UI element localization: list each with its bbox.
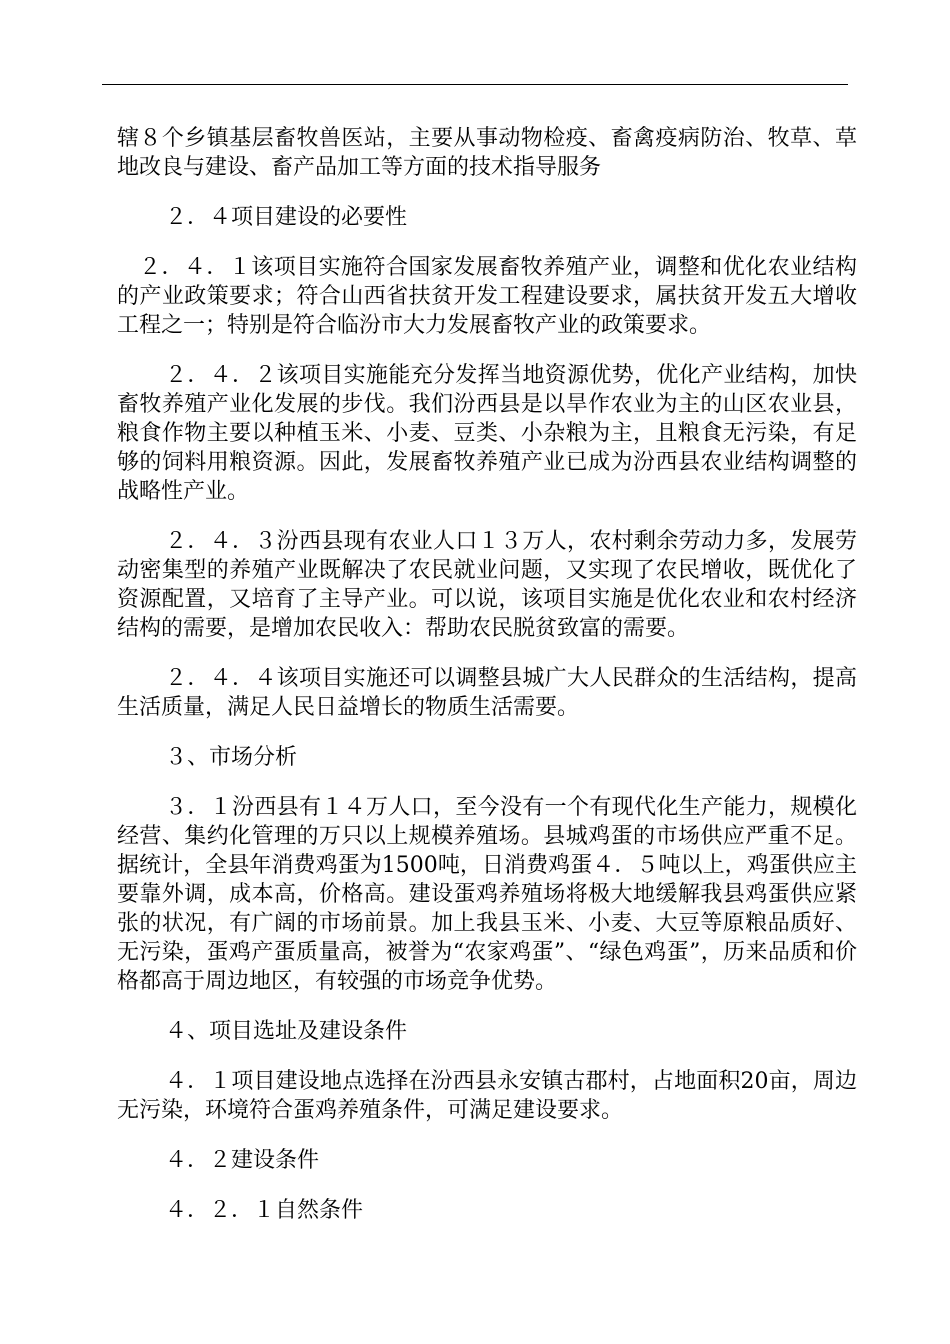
paragraph-3-1: ３．１汾西县有１４万人口，至今没有一个有现代化生产能力，规模化经营、集约化管理的万只以上规模养殖场。县城鸡蛋的市场供应严重不足。据统计，全县年消费鸡蛋为1500吨，日消费鸡蛋４．５吨以上，鸡蛋供应主要靠外调，成本高，价格高。建设蛋鸡养殖场将极大地缓解我县鸡蛋供应紧张的状况，有广阔的市场前景。加上我县玉米、小麦、大豆等原粮品质好、无污染，蛋鸡产蛋质量高，被誉为“农家鸡蛋”、“绿色鸡蛋”，历来品质和价格都高于周边地区，有较强的市场竞争优势。 [117, 795, 857, 994]
paragraph-2-4-2: ２．４．２该项目实施能充分发挥当地资源优势，优化产业结构，加快畜牧养殖产业化发展的步伐。我们汾西县是以旱作农业为主的山区农业县，粮食作物主要以种植玉米、小麦、豆类、小杂粮为主，且粮食无污染，有足够的饲料用粮资源。因此，发展畜牧养殖产业已成为汾西县农业结构调整的战略性产业。 [117, 363, 857, 504]
paragraph-2-4-4: ２．４．４该项目实施还可以调整县城广大人民群众的生活结构，提高生活质量，满足人民日益增长的物质生活需要。 [117, 666, 857, 720]
paragraph-2-4-1: ２．４．１该项目实施符合国家发展畜牧养殖产业，调整和优化农业结构的产业政策要求；符合山西省扶贫开发工程建设要求，属扶贫开发五大增收工程之一；特别是符合临汾市大力发展畜牧产业的政策要求。 [117, 255, 857, 338]
header-rule [102, 84, 848, 85]
heading-4-site-conditions: ４、项目选址及建设条件 [165, 1019, 408, 1044]
heading-3-market-analysis: ３、市场分析 [165, 745, 298, 770]
paragraph-station-services: 辖８个乡镇基层畜牧兽医站，主要从事动物检疫、畜禽疫病防治、牧草、草地改良与建设、畜产品加工等方面的技术指导服务 [117, 126, 857, 180]
heading-4-2-conditions: ４．２建设条件 [165, 1148, 320, 1173]
heading-4-2-1-natural: ４．２．１自然条件 [165, 1198, 364, 1223]
paragraph-2-4-3: ２．４．３汾西县现有农业人口１３万人，农村剩余劳动力多，发展劳动密集型的养殖产业既解决了农民就业问题，又实现了农民增收，既优化了资源配置，又培育了主导产业。可以说，该项目实施是优化农业和农村经济结构的需要，是增加农民收入：帮助农民脱贫致富的需要。 [117, 529, 857, 641]
document-body [117, 124, 857, 1225]
paragraph-4-1: ４．１项目建设地点选择在汾西县永安镇古郡村，占地面积20亩，周边无污染，环境符合蛋鸡养殖条件，可满足建设要求。 [117, 1069, 857, 1123]
heading-2-4-necessity: ２．４项目建设的必要性 [165, 205, 408, 230]
